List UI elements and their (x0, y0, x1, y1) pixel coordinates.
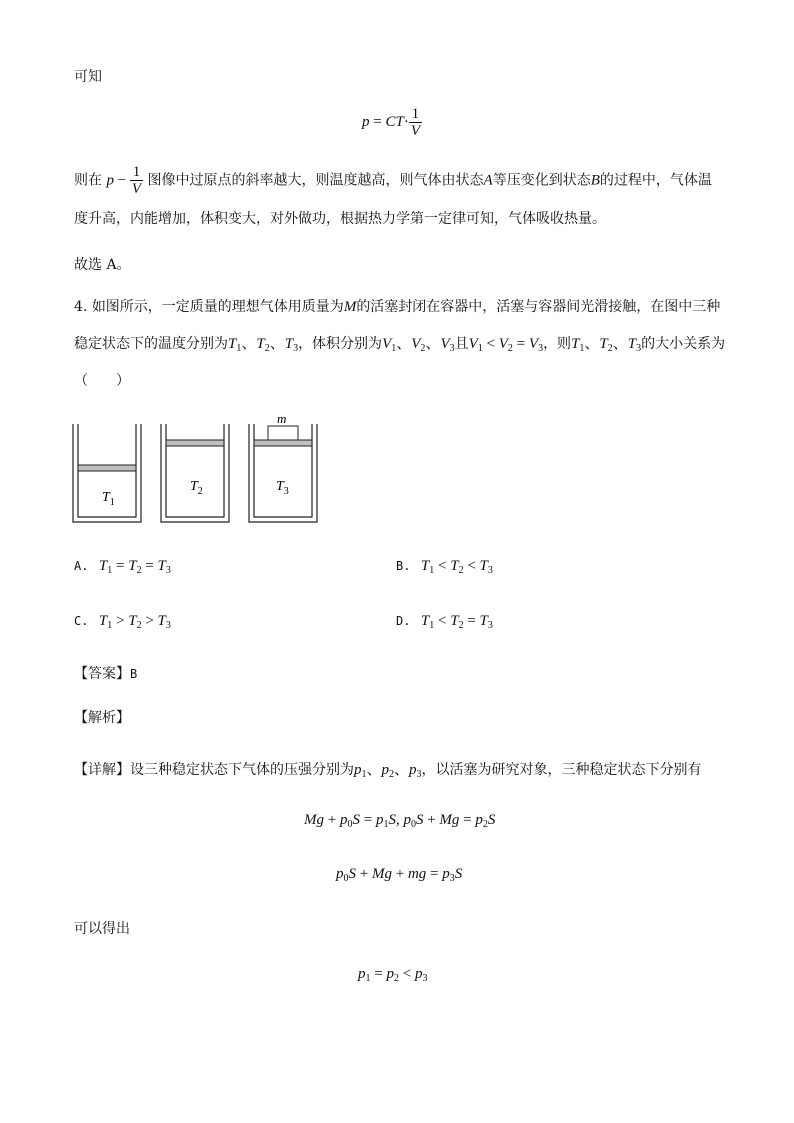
containers-figure (70, 410, 320, 530)
text: 设三种稳定状态下气体的压强分别为 (130, 762, 354, 778)
option-d[interactable] (396, 613, 493, 631)
question-line (74, 296, 720, 316)
detail-line (74, 758, 702, 780)
paragraph-line (74, 164, 712, 197)
text: 的活塞封闭在容器中，活塞与容器间光滑接触，在图中三种 (356, 299, 721, 315)
eq-symbol: p (362, 113, 370, 130)
math-V-list: $V_1$、$V_2$、$V_3$ (382, 336, 455, 354)
eq-operator: = (369, 113, 386, 130)
detail-tag: 【详解】 (74, 762, 130, 778)
math-T-list: $T_1$、$T_2$、$T_3$ (228, 336, 299, 354)
label-T3: $T_3$ (276, 479, 289, 497)
text: 则在 (74, 172, 102, 189)
option-label: A. (74, 559, 89, 573)
fraction-numerator: 1 (132, 164, 141, 180)
option-label: C. (74, 614, 89, 628)
paragraph-text: 可以得出 (74, 921, 130, 937)
eq-operator: · (403, 113, 409, 130)
piston-3 (254, 440, 312, 446)
piston-2 (166, 440, 224, 446)
fraction-numerator: 1 (411, 106, 420, 122)
option-b[interactable] (396, 558, 493, 576)
text: 图像中过原点的斜率越大，则温度越高，则气体由状态 (147, 172, 484, 189)
math-symbol: B (590, 172, 600, 189)
container-1 (73, 424, 141, 522)
paragraph-line: 度升高，内能增加，体积变大，对外做功，根据热力学第一定律可知，气体吸收热量。 (74, 211, 606, 227)
equation-balance-1-2: $Mg + p_0S = p_1S$, $p_0S + Mg = p_2S$ (304, 812, 496, 830)
paragraph-text: 故选 A。 (74, 257, 131, 273)
analysis-tag: 【解析】 (74, 710, 130, 726)
fraction (409, 106, 422, 139)
option-label: D. (396, 614, 411, 628)
mass-block (268, 426, 298, 440)
text: 且 (454, 336, 469, 352)
option-expression: $T_1 < T_2 < T_3$ (420, 558, 493, 576)
paragraph-text: 可知 (74, 69, 102, 85)
option-expression: $T_1 > T_2 > T_3$ (98, 613, 171, 631)
fraction (130, 164, 143, 197)
text: 的过程中，气体温 (599, 172, 712, 189)
text: 如图所示，一定质量的理想气体用质量为 (91, 299, 344, 315)
equation-p-CT-over-V (362, 106, 422, 139)
option-expression: $T_1 < T_2 = T_3$ (420, 613, 493, 631)
label-T1: $T_1$ (102, 490, 115, 508)
text: ，则 (543, 336, 572, 352)
text: 的大小关系为 (641, 336, 726, 352)
math-symbol: M (343, 299, 357, 315)
answer-tag: 【答案】 (74, 666, 130, 682)
text: ，体积分别为 (298, 336, 383, 352)
option-expression: $T_1 = T_2 = T_3$ (98, 558, 171, 576)
question-number: 4. (74, 299, 92, 315)
equation-pressure-relation: $p_1 = p_2 < p_3$ (358, 966, 428, 984)
fraction-denominator: V (410, 123, 420, 139)
answer-line (74, 663, 137, 683)
option-label: B. (396, 559, 411, 573)
eq-symbol: CT (385, 113, 404, 130)
answer-value: B (130, 667, 138, 681)
math-T-list: $T_1$、$T_2$、$T_3$ (571, 336, 642, 354)
fraction-denominator: V (131, 181, 142, 197)
math-V-relation: $V_1 < V_2 = V_3$ (468, 336, 544, 354)
container-2 (161, 424, 229, 522)
math-symbol: p (106, 172, 114, 189)
piston-1 (78, 465, 136, 471)
text: 稳定状态下的温度分别为 (74, 336, 228, 352)
text: 等压变化到状态 (492, 172, 591, 189)
label-m: m (277, 411, 287, 426)
math-symbol: A (483, 172, 493, 189)
math-p-list: $p_1$、$p_2$、$p_3$ (354, 762, 422, 780)
question-line (74, 332, 725, 354)
math-operator: − (113, 172, 130, 189)
answer-blank: （ ） (74, 373, 130, 389)
equation-balance-3: $p_0S + Mg$ + mg = $p_3S$ (336, 866, 463, 884)
option-c[interactable] (74, 613, 171, 631)
text: ，以活塞为研究对象，三种稳定状态下分别有 (421, 762, 702, 778)
option-a[interactable] (74, 558, 171, 576)
label-T2: $T_2$ (190, 479, 203, 497)
